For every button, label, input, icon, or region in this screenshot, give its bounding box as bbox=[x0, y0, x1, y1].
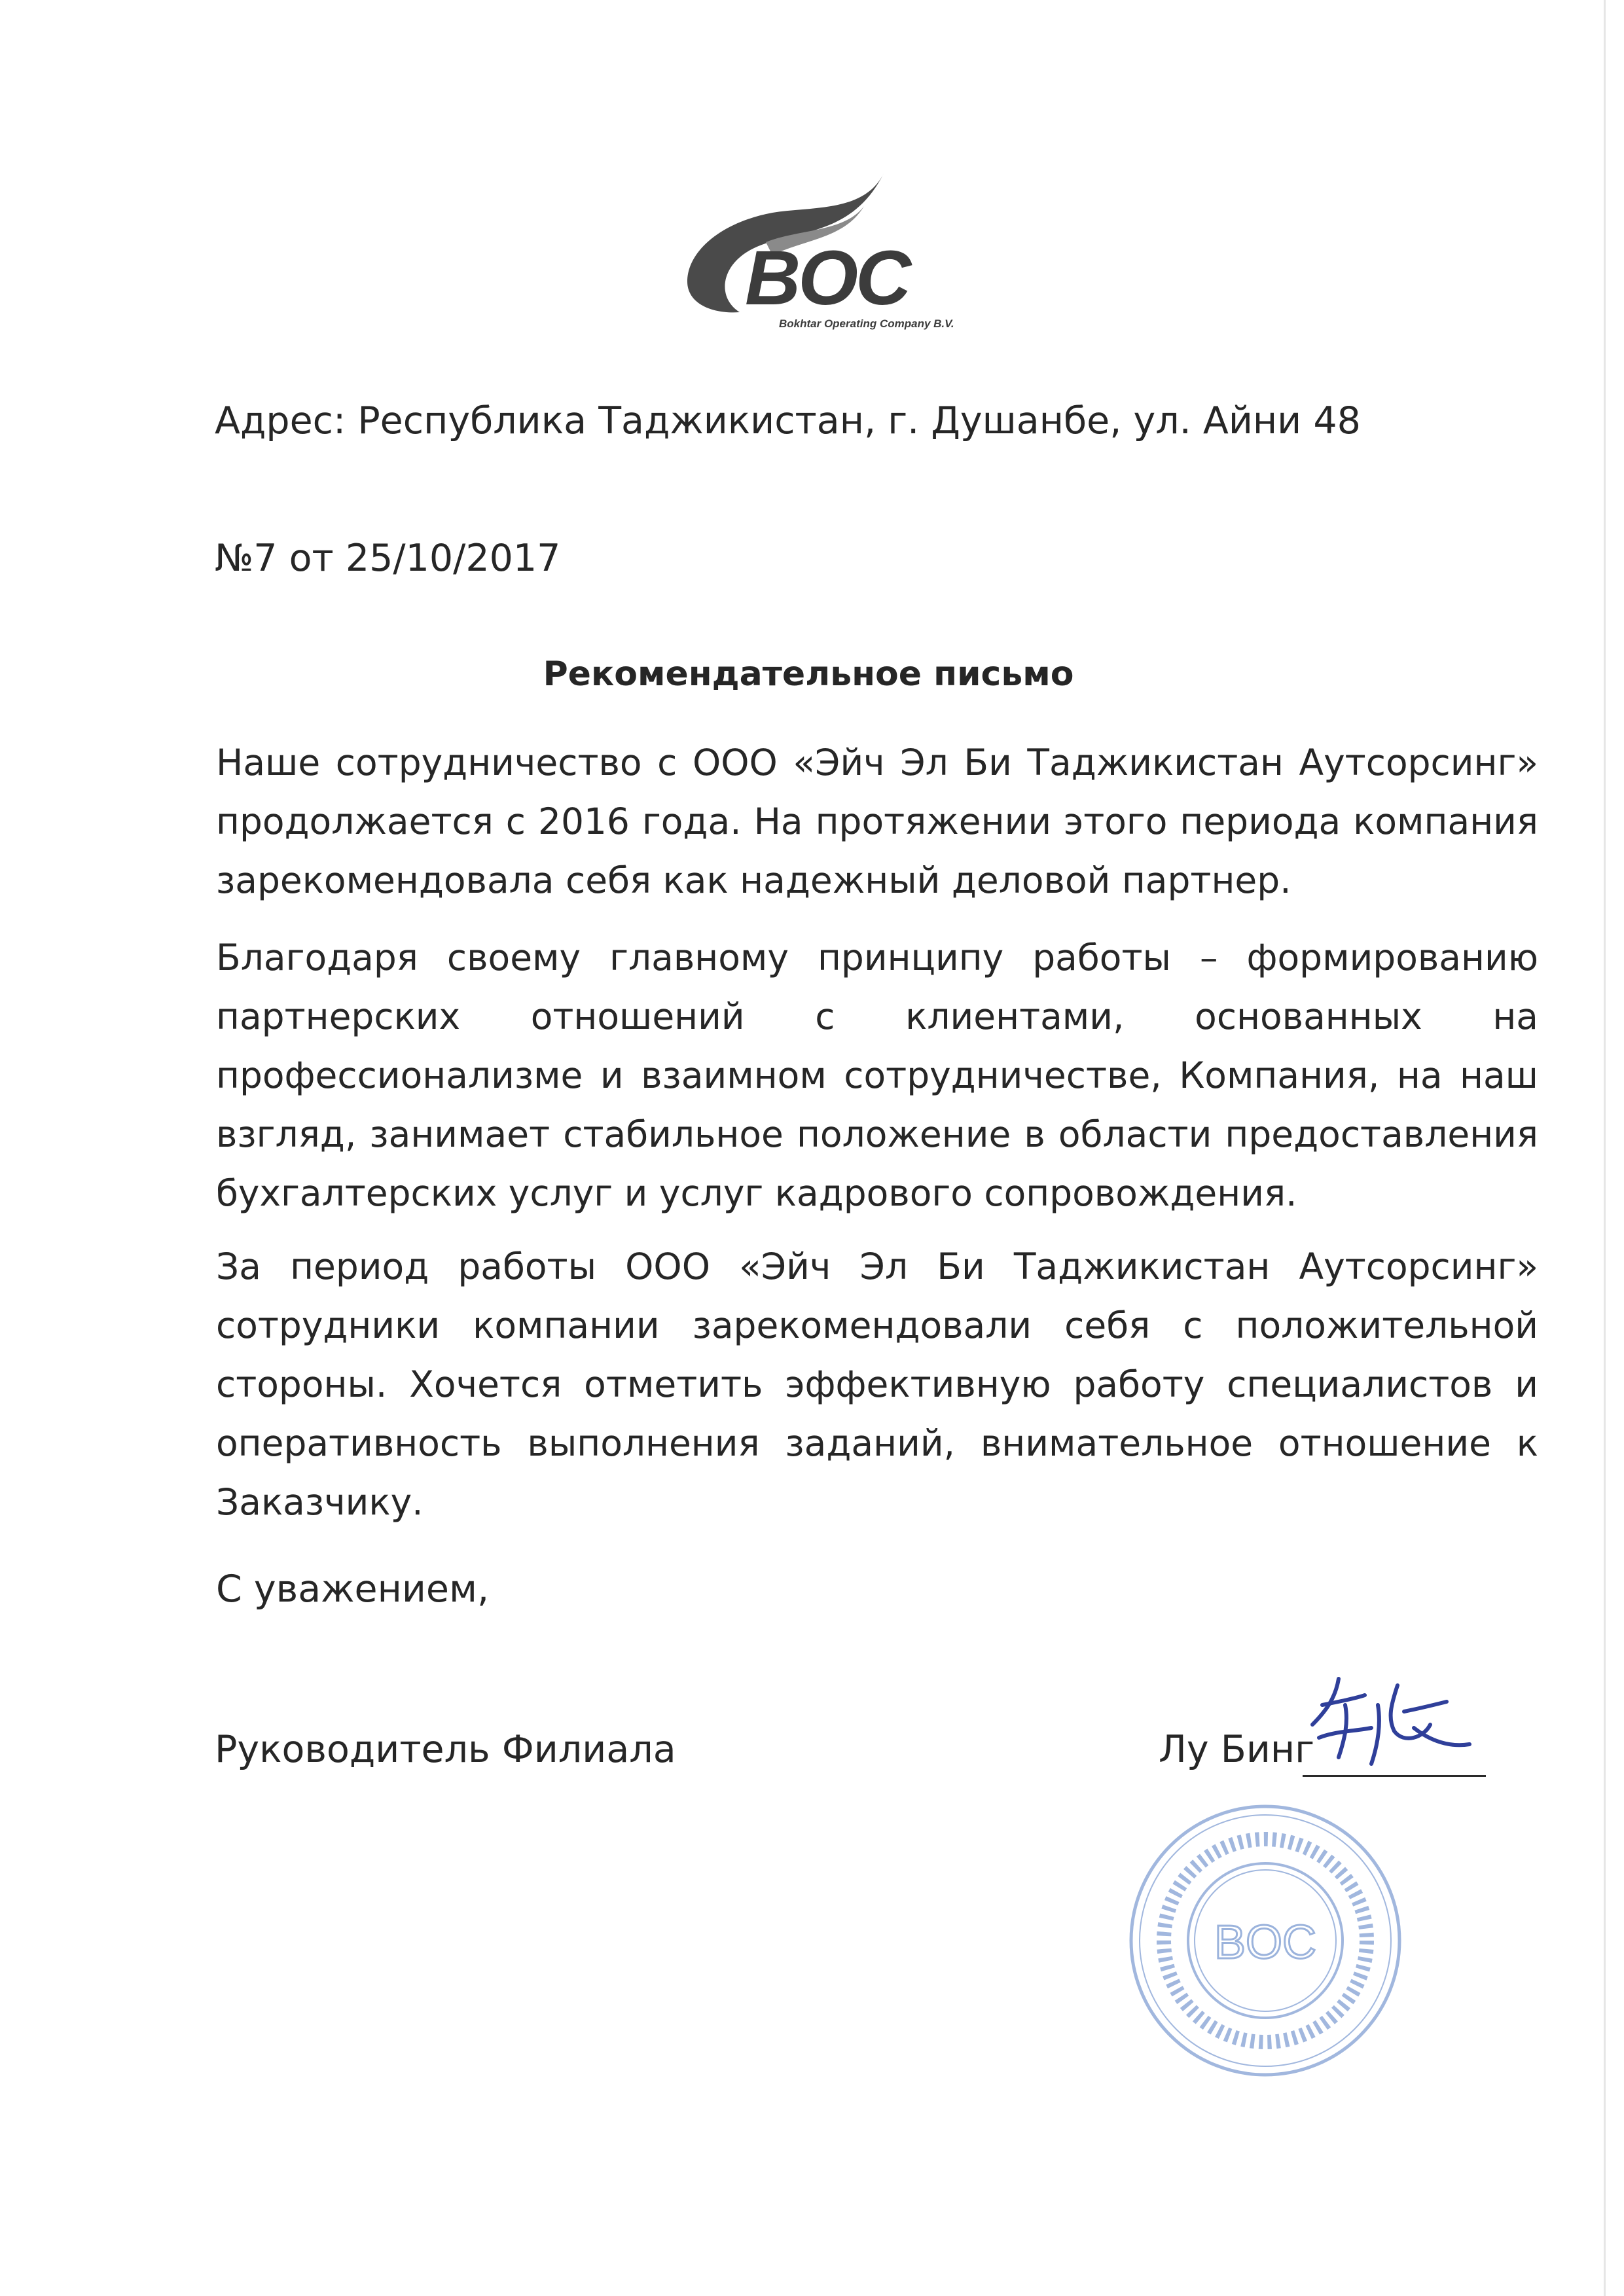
logo-mark: BOC bbox=[745, 235, 909, 321]
letter-paragraph: За период работы ООО «Эйч Эл Би Таджикистан Аутсорсинг» сотрудники компании зарекомендовали себя с положительной стороны. Хочется отметить эффективную работу специалистов и оперативность выполнения заданий, внимательное отношение к Заказчику. bbox=[216, 1246, 1538, 1523]
scan-edge-line bbox=[1604, 0, 1606, 2296]
stamp-center-mark: BOC bbox=[1214, 1916, 1317, 1969]
handwritten-signature bbox=[1299, 1666, 1476, 1777]
logo-company-name: Bokhtar Operating Company B.V. bbox=[779, 317, 954, 330]
company-stamp bbox=[1125, 1800, 1406, 2081]
signatory-name: Лу Бинг bbox=[1159, 1728, 1315, 1771]
company-address: Адрес: Республика Таджикистан, г. Душанбе, ул. Айни 48 bbox=[215, 399, 1361, 442]
company-logo bbox=[668, 167, 1021, 337]
letter-title: Рекомендательное письмо bbox=[543, 655, 1074, 694]
closing-phrase: С уважением, bbox=[216, 1568, 490, 1611]
letter-paragraph: Наше сотрудничество с ООО «Эйч Эл Би Таджикистан Аутсорсинг» продолжается с 2016 года. На протяжении этого периода компания зарекомендовала себя как надежный деловой партнер. bbox=[216, 742, 1538, 901]
letter-paragraph: Благодаря своему главному принципу работы – формированию партнерских отношений с клиентами, основанных на профессионализме и взаимном сотрудничестве, Компания, на наш взгляд, занимает стабильное положение в области предоставления бухгалтерских услуг и услуг кадрового сопровождения. bbox=[216, 937, 1538, 1214]
document-number: №7 от 25/10/2017 bbox=[215, 537, 561, 580]
signatory-position: Руководитель Филиала bbox=[215, 1728, 676, 1771]
